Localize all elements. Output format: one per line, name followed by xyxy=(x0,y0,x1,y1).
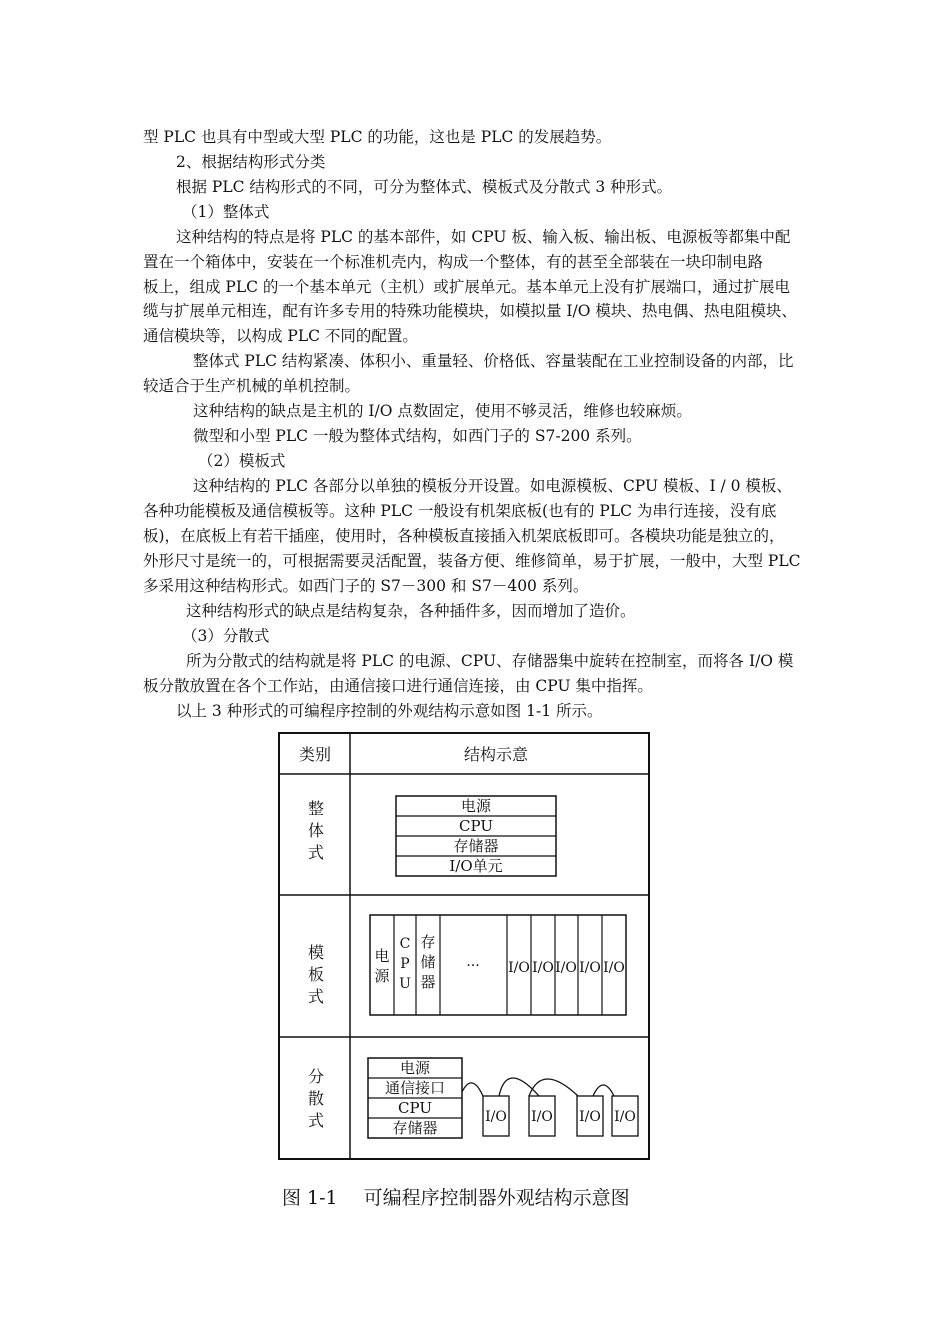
distributed-controller xyxy=(368,1058,462,1138)
module-cpu-char: C xyxy=(399,936,411,952)
module-io: I/O xyxy=(603,960,625,976)
station-io: I/O xyxy=(614,1109,636,1125)
stack-memory: 存储器 xyxy=(453,837,499,855)
text-line: 这种结构的缺点是主机的 I/O 点数固定，使用不够灵活，维修也较麻烦。 xyxy=(193,402,692,420)
module-cpu-char: P xyxy=(400,956,410,972)
modular-rack xyxy=(370,915,626,1015)
text-line: 板分散放置在各个工作站，由通信接口进行通信连接，由 CPU 集中指挥。 xyxy=(143,677,653,695)
text-line: 根据 PLC 结构形式的不同，可分为整体式、模板式及分散式 3 种形式。 xyxy=(176,178,673,196)
row-label-char: 式 xyxy=(307,987,325,1006)
text-line: 置在一个箱体中，安装在一个标准机壳内，构成一个整体，有的甚至全部装在一块印制电路 xyxy=(143,253,764,271)
controller-comm-port: 通信接口 xyxy=(384,1079,446,1097)
text-line: 这种结构形式的缺点是结构复杂，各种插件多，因而增加了造价。 xyxy=(186,602,636,620)
structure-figure xyxy=(278,732,650,1160)
integrated-stack xyxy=(396,796,556,876)
text-line: 外形尺寸是统一的，可根据需要灵活配置，装备方便、维修简单，易于扩展，一般中，大型 PLC xyxy=(143,552,801,570)
text-line: 型 PLC 也具有中型或大型 PLC 的功能，这也是 PLC 的发展趋势。 xyxy=(143,128,612,146)
text-line: 以上 3 种形式的可编程序控制的外观结构示意如图 1-1 所示。 xyxy=(176,702,603,720)
subsection-heading: （2）模板式 xyxy=(198,452,286,470)
subsection-heading: （3）分散式 xyxy=(182,627,270,645)
module-memory-char: 器 xyxy=(420,973,436,991)
controller-power: 电源 xyxy=(399,1059,431,1077)
module-power-char: 电 xyxy=(374,947,390,965)
io-stations xyxy=(483,1096,638,1136)
text-line: 多采用这种结构形式。如西门子的 S7－300 和 S7－400 系列。 xyxy=(143,577,589,595)
figure-caption xyxy=(282,1183,630,1210)
subsection-heading: （1）整体式 xyxy=(182,203,270,221)
module-cpu-char: U xyxy=(399,976,411,992)
row-label-char: 整 xyxy=(307,799,325,818)
text-line: 微型和小型 PLC 一般为整体式结构，如西门子的 S7-200 系列。 xyxy=(193,427,642,445)
header-structure: 结构示意 xyxy=(463,745,529,764)
module-ellipsis: ··· xyxy=(466,958,480,974)
structure-diagram xyxy=(278,732,650,1160)
module-io: I/O xyxy=(555,960,577,976)
figure-number: 图 1-1 xyxy=(282,1187,338,1209)
module-io: I/O xyxy=(532,960,554,976)
row-label-char: 散 xyxy=(307,1089,325,1108)
stack-cpu: CPU xyxy=(459,817,493,835)
row-label-char: 体 xyxy=(307,821,325,840)
controller-cpu: CPU xyxy=(398,1099,432,1117)
module-memory-char: 存 xyxy=(420,933,436,951)
text-line: 这种结构的特点是将 PLC 的基本部件，如 CPU 板、输入板、输出板、电源板等都集中配 xyxy=(176,228,791,246)
module-io: I/O xyxy=(508,960,530,976)
module-io: I/O xyxy=(579,960,601,976)
text-line: 板上，组成 PLC 的一个基本单元（主机）或扩展单元。基本单元上没有扩展端口，通过扩展电 xyxy=(143,278,790,296)
module-power-char: 源 xyxy=(374,967,390,985)
row-label-char: 式 xyxy=(307,843,325,862)
communication-links xyxy=(462,1078,614,1096)
text-line: 所为分散式的结构就是将 PLC 的电源、CPU、存储器集中旋转在控制室，而将各 I/O 模 xyxy=(186,652,794,670)
figure-title: 可编程序控制器外观结构示意图 xyxy=(363,1187,630,1209)
module-memory-char: 储 xyxy=(420,953,436,971)
header-category: 类别 xyxy=(298,745,332,764)
text-line: 板)，在底板上有若干插座，使用时，各种模板直接插入机架底板即可。各模块功能是独立的， xyxy=(143,527,785,545)
text-line: 较适合于生产机械的单机控制。 xyxy=(143,377,361,395)
text-line: 这种结构的 PLC 各部分以单独的模板分开设置。如电源模板、CPU 模板、I / 0 模板、 xyxy=(193,477,792,495)
row-label-char: 模 xyxy=(307,943,325,962)
text-line: 缆与扩展单元相连，配有许多专用的特殊功能模块，如模拟量 I/O 模块、热电偶、热电阻模块、 xyxy=(143,302,797,320)
row-label-char: 分 xyxy=(307,1067,325,1086)
section-heading: 2、根据结构形式分类 xyxy=(176,153,326,171)
row-label-char: 板 xyxy=(307,965,325,984)
station-io: I/O xyxy=(531,1109,553,1125)
row-label-char: 式 xyxy=(307,1111,325,1130)
text-line: 整体式 PLC 结构紧凑、体积小、重量轻、价格低、容量装配在工业控制设备的内部，比 xyxy=(193,352,794,370)
stack-io-unit: I/O单元 xyxy=(449,857,503,875)
text-line: 通信模块等，以构成 PLC 不同的配置。 xyxy=(143,327,418,345)
station-io: I/O xyxy=(579,1109,601,1125)
stack-power: 电源 xyxy=(460,797,492,815)
station-io: I/O xyxy=(485,1109,507,1125)
text-line: 各种功能模板及通信模板等。这种 PLC 一般设有机架底板(也有的 PLC 为串行连接，没有底 xyxy=(143,502,777,520)
controller-memory: 存储器 xyxy=(392,1119,438,1137)
